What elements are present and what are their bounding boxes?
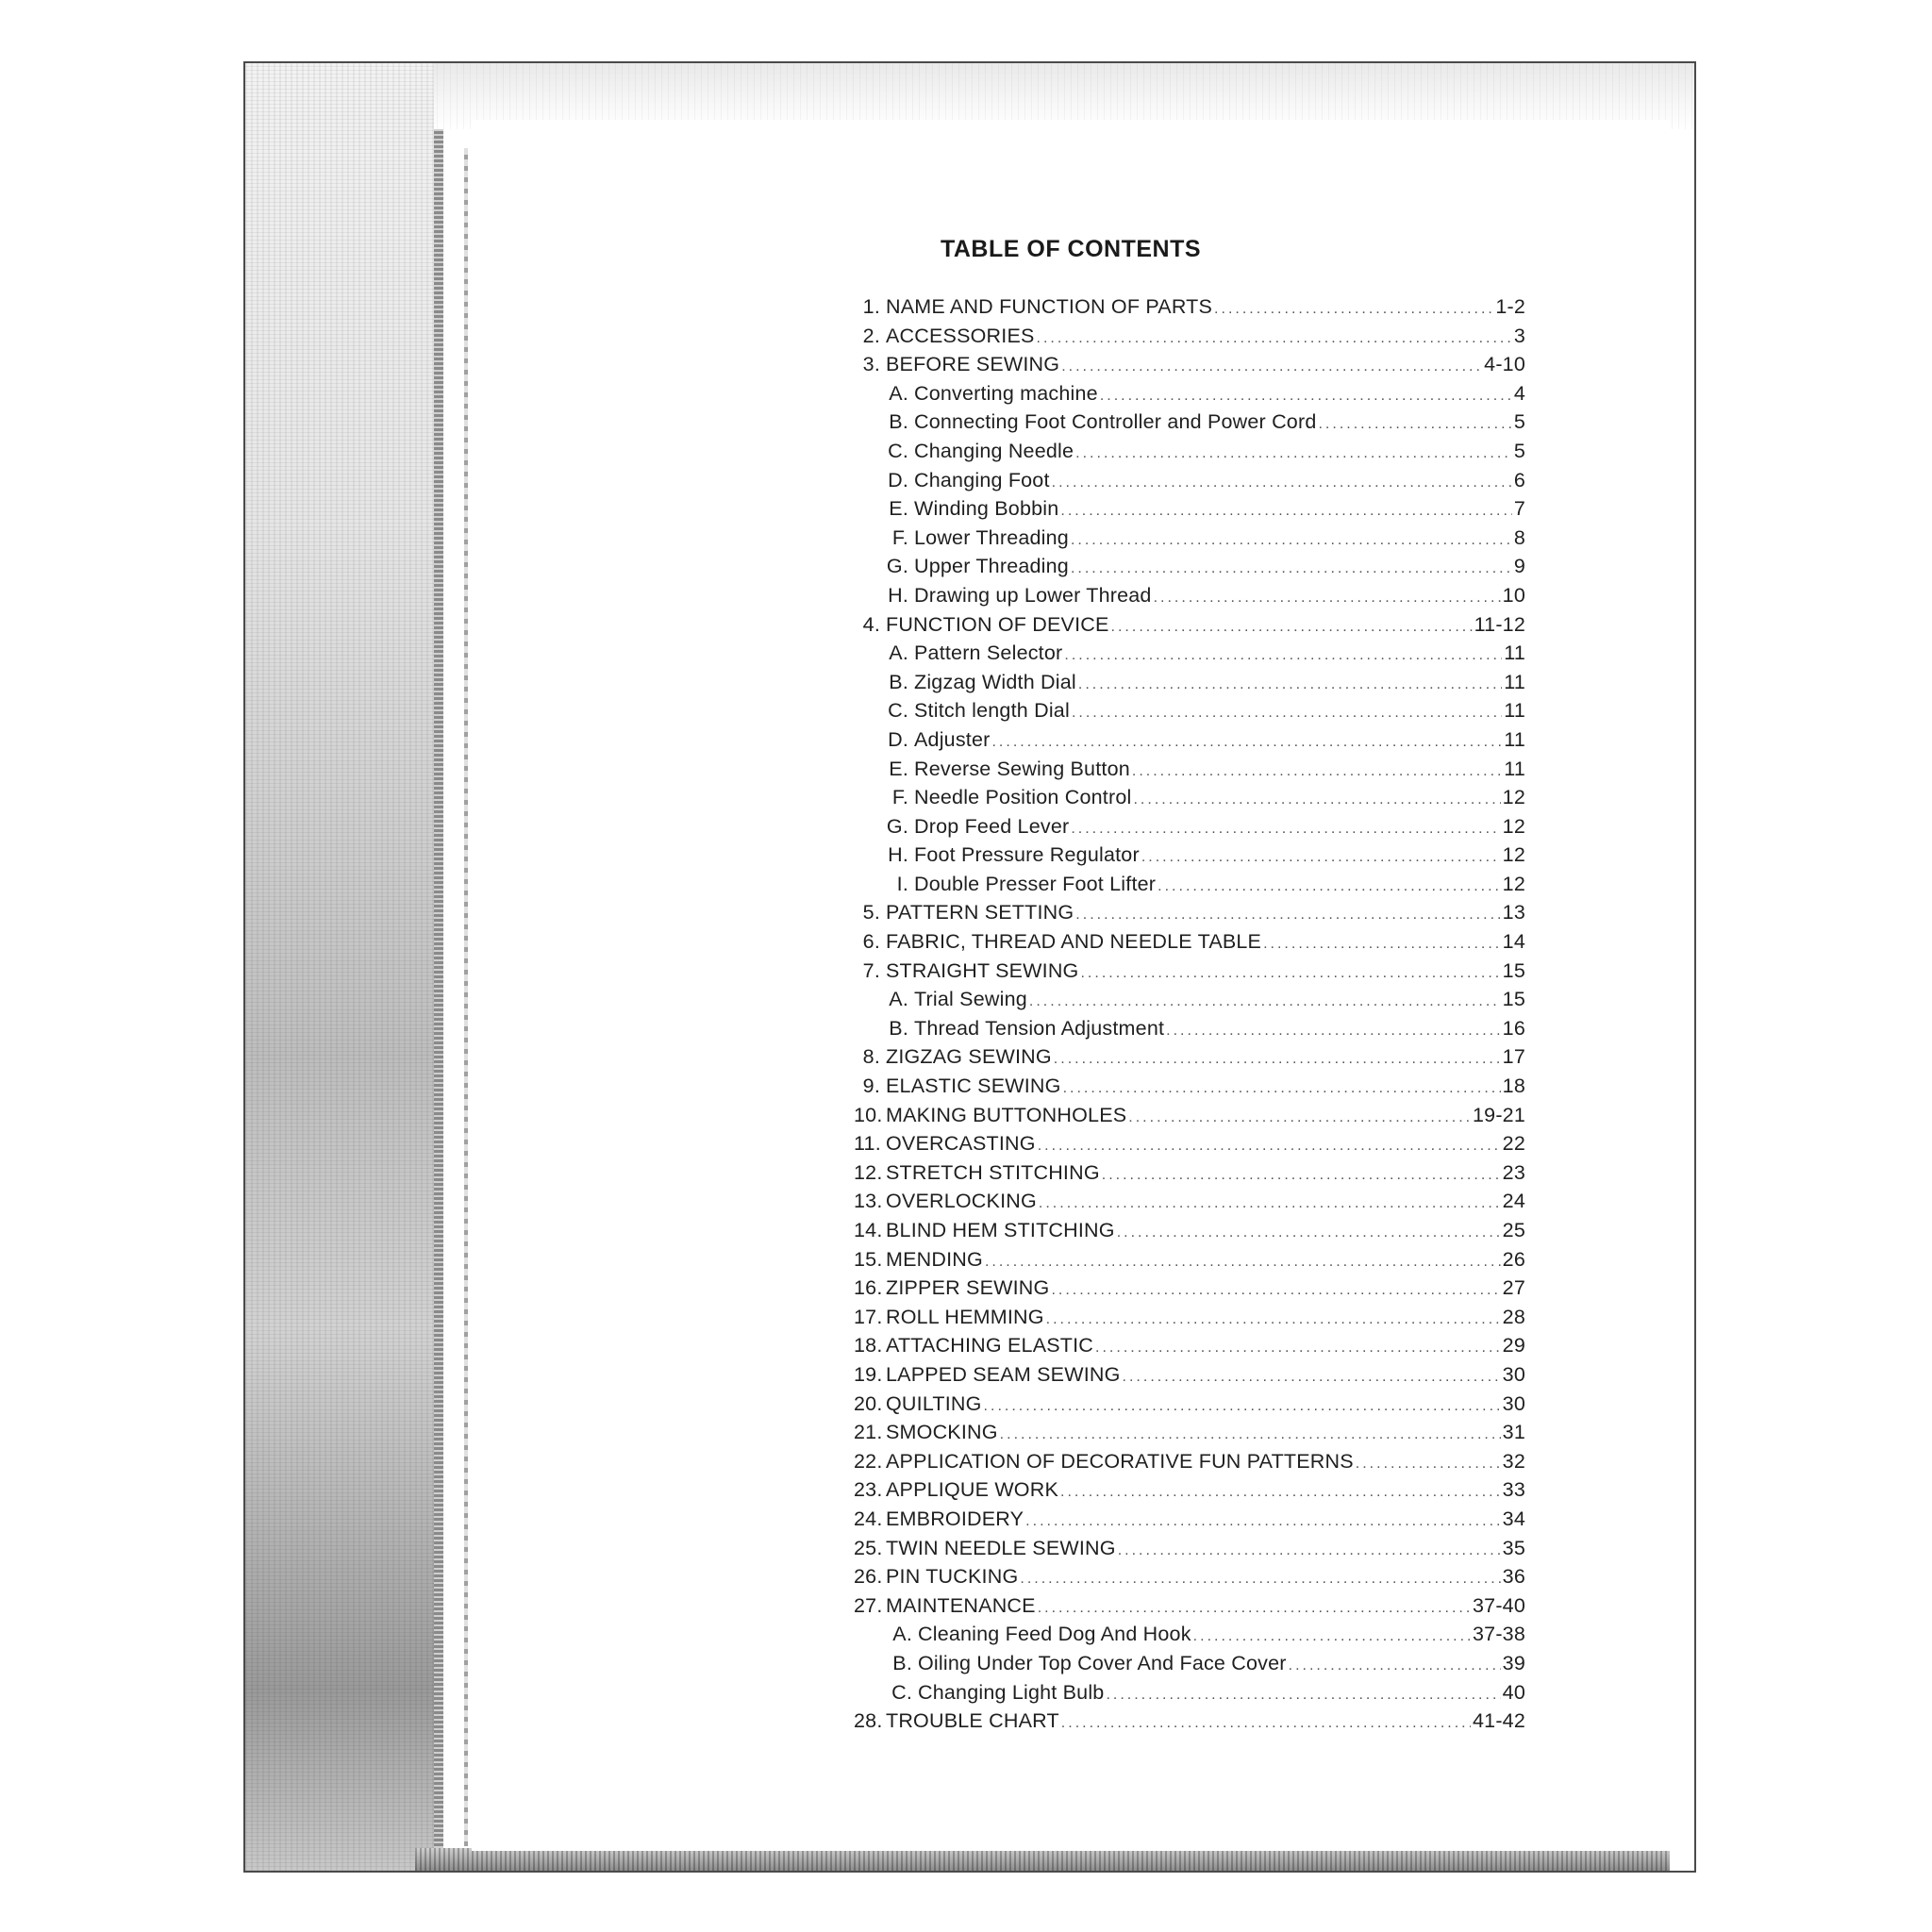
toc-entry-page: 15 (1502, 958, 1525, 982)
toc-entry (854, 613, 1525, 642)
toc-leader-dots (1111, 619, 1473, 636)
toc-leader-dots (1095, 1340, 1501, 1357)
toc-leader-dots (1052, 475, 1512, 491)
toc-entry-title: TWIN NEEDLE SEWING (886, 1536, 1116, 1559)
toc-leader-dots (1025, 1513, 1501, 1530)
toc-entry-number: 26. (854, 1565, 883, 1589)
toc-entry-number: 27. (854, 1593, 883, 1617)
toc-entry-title: BLIND HEM STITCHING (886, 1219, 1115, 1241)
toc-entry (854, 1565, 1525, 1594)
toc-entry-number: 23. (854, 1478, 883, 1502)
toc-entry-title: PATTERN SETTING (886, 901, 1074, 924)
toc-entry-number: 20. (854, 1391, 883, 1415)
toc-entry-page: 4-10 (1484, 353, 1525, 376)
toc-entry-number: 5. (862, 901, 880, 924)
toc-leader-dots (1029, 993, 1501, 1010)
toc-leader-dots (1061, 358, 1482, 375)
toc-entry-title: Drawing up Lower Thread (914, 583, 1152, 607)
toc-leader-dots (1054, 1051, 1501, 1068)
toc-entry (854, 497, 1525, 526)
toc-entry-title: Cleaning Feed Dog And Hook (918, 1623, 1191, 1646)
toc-entry (854, 1681, 1525, 1710)
document-page (472, 120, 1670, 1851)
toc-entry-title: Needle Position Control (914, 786, 1132, 809)
toc-leader-dots (1061, 1715, 1471, 1732)
toc-entry (854, 1478, 1525, 1507)
toc-entry-number: 9. (862, 1074, 880, 1098)
toc-entry-number: E. (889, 757, 908, 780)
toc-entry-page: 5 (1513, 439, 1525, 462)
page-title: TABLE OF CONTENTS (940, 236, 1202, 262)
toc-entry (854, 728, 1525, 758)
toc-leader-dots (1123, 1369, 1501, 1386)
toc-entry-number: 28. (854, 1709, 883, 1733)
toc-entry (854, 699, 1525, 728)
toc-entry (854, 1450, 1525, 1479)
toc-leader-dots (1214, 301, 1493, 318)
toc-entry-page: 32 (1502, 1449, 1525, 1473)
toc-leader-dots (1075, 907, 1500, 924)
toc-entry-title: Stitch length Dial (914, 699, 1070, 723)
toc-entry-number: D. (888, 468, 908, 491)
toc-entry (854, 1594, 1525, 1624)
toc-entry-number: G. (886, 814, 908, 838)
toc-entry-number: 2. (862, 324, 880, 347)
toc-leader-dots (1154, 590, 1501, 607)
toc-entry-title: TROUBLE CHART (886, 1709, 1059, 1733)
toc-entry-number: 11. (854, 1132, 881, 1156)
toc-entry-title: PIN TUCKING (886, 1565, 1019, 1589)
toc-entry-number: G. (886, 555, 908, 578)
toc-entry-number: A. (889, 988, 908, 1011)
toc-entry-title: Zigzag Width Dial (914, 670, 1076, 693)
toc-entry (854, 641, 1525, 671)
toc-leader-dots (1133, 791, 1500, 808)
toc-entry-page: 11 (1504, 670, 1525, 693)
toc-entry-number: C. (888, 699, 908, 723)
toc-leader-dots (1193, 1628, 1471, 1645)
toc-entry (854, 410, 1525, 440)
toc-entry-page: 39 (1502, 1651, 1525, 1674)
toc-entry-page: 40 (1502, 1680, 1525, 1704)
toc-entry-title: Winding Bobbin (914, 497, 1059, 521)
toc-leader-dots (1038, 1138, 1501, 1155)
toc-leader-dots (1063, 1080, 1501, 1097)
toc-entry-number: 24. (854, 1507, 883, 1530)
toc-leader-dots (1078, 676, 1502, 693)
toc-leader-dots (1166, 1023, 1501, 1040)
scan-noise-left (245, 63, 434, 1871)
toc-entry-title: Drop Feed Lever (914, 814, 1070, 838)
toc-entry (854, 1045, 1525, 1074)
toc-entry-title: Reverse Sewing Button (914, 757, 1130, 780)
toc-entry-page: 31 (1502, 1421, 1525, 1444)
toc-entry (854, 440, 1525, 469)
toc-entry-title: ZIPPER SEWING (886, 1276, 1050, 1300)
toc-entry-page: 34 (1502, 1507, 1525, 1530)
toc-leader-dots (1046, 1311, 1501, 1328)
toc-entry (854, 671, 1525, 700)
toc-leader-dots (1020, 1571, 1500, 1588)
toc-entry-page: 30 (1502, 1362, 1525, 1386)
toc-entry-title: STRAIGHT SEWING (886, 958, 1079, 982)
toc-entry-title: OVERLOCKING (886, 1190, 1037, 1213)
toc-entry (854, 1276, 1525, 1306)
toc-entry-number: H. (888, 583, 908, 607)
binding-edge-inner (464, 148, 468, 1846)
toc-entry-title: ACCESSORIES (886, 324, 1035, 347)
toc-entry (854, 526, 1525, 556)
toc-entry-title: APPLICATION OF DECORATIVE FUN PATTERNS (886, 1449, 1354, 1473)
toc-entry-page: 12 (1502, 843, 1525, 867)
toc-entry-title: EMBROIDERY (886, 1507, 1024, 1530)
toc-entry (854, 382, 1525, 411)
toc-entry-title: NAME AND FUNCTION OF PARTS (886, 295, 1213, 318)
toc-entry-page: 11 (1504, 641, 1525, 665)
toc-leader-dots (1071, 821, 1500, 838)
toc-entry-number: 7. (862, 958, 880, 982)
toc-entry-page: 11 (1504, 757, 1525, 780)
toc-entry (854, 1421, 1525, 1450)
toc-entry-title: Changing Light Bulb (918, 1680, 1105, 1704)
toc-entry-number: 16. (854, 1276, 883, 1300)
toc-entry-number: E. (889, 497, 908, 521)
toc-entry-number: 6. (862, 930, 880, 954)
scan-noise-bottom (415, 1848, 1670, 1871)
toc-entry-number: 3. (862, 353, 880, 376)
toc-entry-title: OVERCASTING (886, 1132, 1036, 1156)
toc-entry-title: QUILTING (886, 1391, 982, 1415)
toc-leader-dots (1118, 1542, 1501, 1559)
toc-entry (854, 873, 1525, 902)
toc-entry (854, 1306, 1525, 1335)
toc-entry-number: A. (889, 381, 908, 405)
toc-leader-dots (1071, 560, 1512, 577)
toc-entry-page: 25 (1502, 1219, 1525, 1241)
toc-list (854, 295, 1525, 1739)
toc-entry-page: 11 (1504, 727, 1525, 751)
toc-entry-number: 12. (854, 1160, 883, 1184)
toc-entry (854, 930, 1525, 959)
toc-leader-dots (1071, 532, 1512, 549)
toc-entry-page: 29 (1502, 1334, 1525, 1357)
toc-entry-number: H. (888, 843, 908, 867)
toc-entry (854, 1652, 1525, 1681)
toc-entry-title: Adjuster (914, 727, 991, 751)
toc-leader-dots (1132, 763, 1502, 780)
toc-entry-title: LAPPED SEAM SEWING (886, 1362, 1121, 1386)
toc-entry (854, 1190, 1525, 1219)
toc-entry-number: D. (888, 727, 908, 751)
toc-leader-dots (1000, 1426, 1501, 1443)
toc-leader-dots (1060, 1484, 1501, 1501)
toc-entry-title: MENDING (886, 1247, 983, 1271)
toc-entry-title: BEFORE SEWING (886, 353, 1060, 376)
toc-leader-dots (1318, 416, 1511, 433)
toc-entry-number: B. (889, 670, 908, 693)
toc-entry (854, 1017, 1525, 1046)
toc-entry (854, 1074, 1525, 1104)
toc-entry-number: 14. (854, 1219, 883, 1241)
toc-entry-number: 25. (854, 1536, 883, 1559)
toc-entry (854, 325, 1525, 354)
toc-entry-page: 23 (1502, 1160, 1525, 1184)
toc-entry-number: C. (891, 1680, 912, 1704)
toc-leader-dots (1356, 1456, 1501, 1473)
toc-leader-dots (1060, 503, 1511, 520)
toc-entry-page: 9 (1513, 555, 1525, 578)
toc-entry-title: Changing Foot (914, 468, 1050, 491)
toc-leader-dots (1106, 1687, 1500, 1704)
toc-leader-dots (991, 734, 1502, 751)
toc-entry-title: ROLL HEMMING (886, 1305, 1044, 1328)
toc-leader-dots (1080, 965, 1500, 982)
toc-entry (854, 353, 1525, 382)
toc-entry-page: 37-40 (1473, 1593, 1525, 1617)
toc-entry-number: 17. (854, 1305, 883, 1328)
toc-entry (854, 758, 1525, 787)
toc-entry-page: 11 (1504, 699, 1525, 723)
toc-entry (854, 1537, 1525, 1566)
toc-entry-page: 24 (1502, 1190, 1525, 1213)
toc-entry (854, 1132, 1525, 1161)
toc-entry-title: MAINTENANCE (886, 1593, 1036, 1617)
toc-entry-title: Converting machine (914, 381, 1098, 405)
toc-entry-page: 15 (1502, 988, 1525, 1011)
toc-entry-page: 10 (1502, 583, 1525, 607)
toc-entry-title: ELASTIC SEWING (886, 1074, 1061, 1098)
toc-entry (854, 1623, 1525, 1652)
toc-leader-dots (1039, 1195, 1501, 1212)
toc-entry-title: Trial Sewing (914, 988, 1027, 1011)
toc-entry-number: 21. (854, 1421, 883, 1444)
toc-entry-page: 7 (1513, 497, 1525, 521)
toc-leader-dots (1072, 705, 1502, 722)
toc-entry-page: 33 (1502, 1478, 1525, 1502)
toc-entry-page: 22 (1502, 1132, 1525, 1156)
toc-entry-page: 16 (1502, 1016, 1525, 1040)
toc-entry-page: 30 (1502, 1391, 1525, 1415)
toc-entry-number: B. (889, 410, 908, 434)
toc-entry-title: Pattern Selector (914, 641, 1063, 665)
toc-leader-dots (1075, 445, 1512, 462)
binding-edge (434, 129, 443, 1856)
toc-leader-dots (984, 1398, 1501, 1415)
toc-entry-number: C. (888, 439, 908, 462)
toc-entry (854, 1709, 1525, 1739)
toc-entry-page: 36 (1502, 1565, 1525, 1589)
toc-entry-title: APPLIQUE WORK (886, 1478, 1058, 1502)
toc-entry-number: 10. (854, 1103, 883, 1126)
toc-entry-title: Upper Threading (914, 555, 1069, 578)
toc-entry (854, 1161, 1525, 1191)
toc-entry-page: 12 (1502, 786, 1525, 809)
toc-entry-page: 13 (1502, 901, 1525, 924)
toc-entry (854, 584, 1525, 613)
toc-entry-page: 8 (1513, 525, 1525, 549)
toc-entry-title: Thread Tension Adjustment (914, 1016, 1165, 1040)
toc-entry-number: 19. (854, 1362, 883, 1386)
toc-entry-number: 18. (854, 1334, 883, 1357)
toc-entry (854, 901, 1525, 930)
toc-entry-number: F. (891, 525, 908, 549)
toc-entry (854, 786, 1525, 815)
toc-entry-title: FUNCTION OF DEVICE (886, 612, 1109, 636)
toc-entry-page: 4 (1513, 381, 1525, 405)
toc-entry-title: Oiling Under Top Cover And Face Cover (918, 1651, 1287, 1674)
toc-entry-title: Double Presser Foot Lifter (914, 872, 1157, 895)
toc-entry (854, 988, 1525, 1017)
toc-entry-page: 19-21 (1473, 1103, 1525, 1126)
toc-entry-number: B. (889, 1016, 908, 1040)
toc-entry-title: Foot Pressure Regulator (914, 843, 1140, 867)
toc-entry-number: B. (892, 1651, 912, 1674)
toc-entry-page: 3 (1513, 324, 1525, 347)
scanned-page-frame (243, 61, 1696, 1873)
toc-entry (854, 1363, 1525, 1392)
toc-leader-dots (1100, 388, 1512, 405)
toc-entry-title: Lower Threading (914, 525, 1069, 549)
toc-entry-number: 4. (862, 612, 880, 636)
toc-entry-page: 27 (1502, 1276, 1525, 1300)
toc-entry-title: SMOCKING (886, 1421, 998, 1444)
toc-entry-title: ZIGZAG SEWING (886, 1045, 1052, 1069)
toc-leader-dots (1051, 1282, 1500, 1299)
toc-leader-dots (1037, 330, 1512, 347)
toc-leader-dots (1289, 1657, 1501, 1674)
toc-entry (854, 295, 1525, 325)
toc-entry-title: STRETCH STITCHING (886, 1160, 1100, 1184)
toc-entry-page: 28 (1502, 1305, 1525, 1328)
toc-entry-page: 12 (1502, 814, 1525, 838)
toc-entry-page: 17 (1502, 1045, 1525, 1069)
toc-entry-number: 15. (854, 1247, 883, 1271)
toc-leader-dots (985, 1254, 1501, 1271)
toc-entry-page: 6 (1513, 468, 1525, 491)
toc-leader-dots (1064, 647, 1502, 664)
toc-entry-page: 18 (1502, 1074, 1525, 1098)
toc-leader-dots (1117, 1224, 1501, 1241)
toc-entry (854, 1392, 1525, 1422)
toc-leader-dots (1128, 1109, 1471, 1126)
toc-entry-page: 11-12 (1474, 612, 1525, 636)
toc-entry-page: 41-42 (1473, 1709, 1525, 1733)
toc-entry-page: 5 (1513, 410, 1525, 434)
toc-leader-dots (1158, 878, 1501, 895)
toc-entry (854, 555, 1525, 584)
toc-entry (854, 815, 1525, 844)
toc-entry-number: F. (891, 786, 908, 809)
toc-entry-title: Changing Needle (914, 439, 1074, 462)
toc-entry-page: 14 (1502, 930, 1525, 954)
toc-leader-dots (1263, 936, 1501, 953)
toc-leader-dots (1102, 1167, 1501, 1184)
toc-entry (854, 1219, 1525, 1248)
toc-entry-number: 13. (854, 1190, 883, 1213)
toc-entry-page: 12 (1502, 872, 1525, 895)
toc-entry-page: 35 (1502, 1536, 1525, 1559)
toc-entry-title: ATTACHING ELASTIC (886, 1334, 1094, 1357)
toc-entry-page: 1-2 (1495, 295, 1525, 318)
toc-entry-page: 37-38 (1473, 1623, 1525, 1646)
toc-entry (854, 1248, 1525, 1277)
toc-entry (854, 843, 1525, 873)
toc-entry (854, 1507, 1525, 1537)
toc-entry-number: I. (896, 872, 908, 895)
toc-entry-number: 22. (854, 1449, 883, 1473)
toc-entry-number: 1. (862, 295, 880, 318)
toc-leader-dots (1141, 849, 1501, 866)
toc-entry (854, 959, 1525, 989)
toc-entry-title: FABRIC, THREAD AND NEEDLE TABLE (886, 930, 1262, 954)
toc-entry-number: A. (889, 641, 908, 665)
toc-entry-number: A. (892, 1623, 912, 1646)
toc-entry-title: MAKING BUTTONHOLES (886, 1103, 1127, 1126)
toc-entry (854, 1334, 1525, 1363)
toc-entry-number: 8. (862, 1045, 880, 1069)
toc-entry-page: 26 (1502, 1247, 1525, 1271)
toc-entry-title: Connecting Foot Controller and Power Cord (914, 410, 1317, 434)
toc-entry (854, 469, 1525, 498)
toc-leader-dots (1038, 1600, 1471, 1617)
toc-entry (854, 1104, 1525, 1133)
